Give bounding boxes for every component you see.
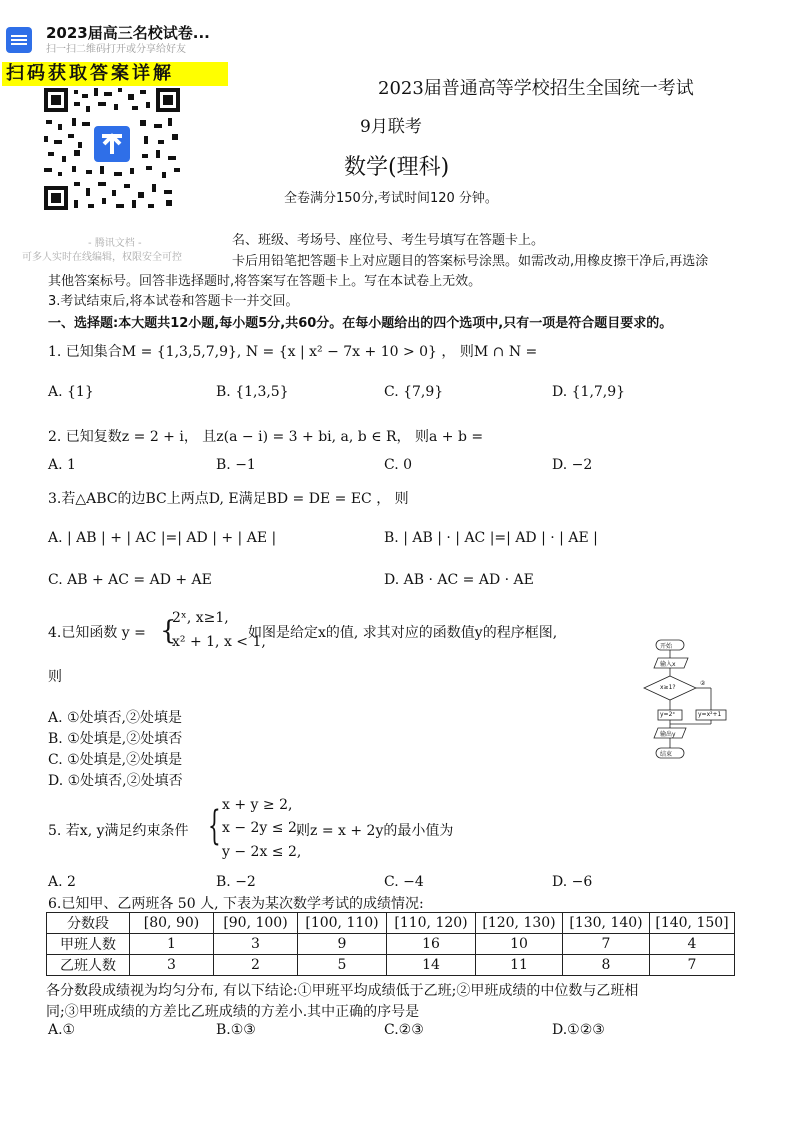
q4-option-d[interactable]: D. ①处填否,②处填否 (48, 773, 183, 789)
table-row (47, 955, 735, 976)
question-6-stem: 6.已知甲、乙两班各 50 人, 下表为某次数学考试的成绩情况: (48, 896, 424, 912)
flow-start: 开始 (660, 643, 673, 650)
instruction-line1: 名、班级、考场号、座位号、考生号填写在答题卡上。 (232, 233, 545, 248)
table-header-cell: [120, 130) (476, 913, 563, 934)
table-header-row (47, 913, 735, 934)
flow-no-box: y=x²+1 (698, 711, 722, 718)
question-2-stem: 2. 已知复数z = 2 + i， 且z(a − i) = 3 + bi, a, b ∈ R， 则a + b = (48, 429, 484, 445)
exam-meta: 全卷满分150分,考试时间120 分钟。 (284, 191, 498, 206)
question-4-stem-pre: 4.已知函数 y = (48, 625, 146, 641)
answer-stamp: 扫码获取答案详解 (2, 62, 228, 86)
flow-output: 输出y (660, 731, 676, 738)
table-cell: 11 (476, 955, 563, 976)
q2-option-c[interactable]: C. 0 (384, 457, 413, 473)
instruction-line3: 其他答案标号。回答非选择题时,将答案写在答题卡上。写在本试卷上无效。 (48, 274, 482, 289)
flow-input: 输入x (660, 661, 676, 668)
q2-option-a[interactable]: A. 1 (48, 457, 76, 473)
q1-option-d[interactable]: D. {1,7,9} (552, 384, 626, 400)
instruction-line4: 3.考试结束后,将本试卷和答题卡一并交回。 (48, 294, 299, 309)
q5-option-a[interactable]: A. 2 (48, 874, 76, 890)
q2-option-d[interactable]: D. −2 (552, 457, 593, 473)
q4-case2: x² + 1, x < 1, (172, 634, 266, 650)
table-cell: 7 (650, 955, 735, 976)
table-cell: 3 (130, 955, 214, 976)
table-header-cell: 分数段 (47, 913, 130, 934)
q1-option-a[interactable]: A. {1} (48, 384, 94, 400)
exam-subtitle: 9月联考 (360, 117, 422, 137)
q6-conclusion-line1: 各分数段成绩视为均匀分布, 有以下结论:①甲班平均成绩低于乙班;②甲班成绩的中位数与乙班相 (46, 983, 639, 999)
q5-constraint-2: x − 2y ≤ 2, (222, 820, 302, 836)
table-header-cell: [90, 100) (214, 913, 298, 934)
q1-option-c[interactable]: C. {7,9} (384, 384, 444, 400)
table-cell: 5 (298, 955, 387, 976)
q4-option-c[interactable]: C. ①处填是,②处填是 (48, 752, 183, 768)
q4-brace: { (160, 616, 177, 646)
table-cell: 4 (650, 934, 735, 955)
q5-option-b[interactable]: B. −2 (216, 874, 256, 890)
table-cell: 甲班人数 (47, 934, 130, 955)
question-1-stem: 1. 已知集合M = {1,3,5,7,9}, N = {x | x² − 7x + 10 > 0} ， 则M ∩ N = (48, 344, 538, 360)
table-header-cell: [140, 150] (650, 913, 735, 934)
q4-option-a[interactable]: A. ①处填否,②处填是 (48, 710, 183, 726)
q5-brace: { (208, 803, 221, 849)
q6-option-d[interactable]: D.①②③ (552, 1022, 605, 1038)
q6-option-a[interactable]: A.① (48, 1022, 76, 1038)
q5-constraint-1: x + y ≥ 2, (222, 797, 293, 813)
instruction-line2: 卡后用铅笔把答题卡上对应题目的答案标号涂黑。如需改动,用橡皮擦干净后,再选涂 (232, 254, 709, 269)
q3-option-d[interactable]: D. AB · AC = AD · AE (384, 572, 534, 588)
table-header-cell: [80, 90) (130, 913, 214, 934)
q5-option-c[interactable]: C. −4 (384, 874, 424, 890)
table-header-cell: [130, 140) (563, 913, 650, 934)
banner-title[interactable]: 2023届高三名校试卷... (46, 24, 210, 42)
table-cell: 8 (563, 955, 650, 976)
table-cell: 7 (563, 934, 650, 955)
table-cell: 9 (298, 934, 387, 955)
table-header-cell: [100, 110) (298, 913, 387, 934)
subject-title: 数学(理科) (344, 155, 450, 180)
question-5-stem-post: 则z = x + 2y的最小值为 (296, 823, 454, 839)
table-cell: 16 (387, 934, 476, 955)
banner-subtitle: 扫一扫二维码打开或分享给好友 (46, 44, 186, 55)
q3-option-b[interactable]: B. | AB | · | AC |=| AD | · | AE | (384, 530, 598, 546)
table-row (47, 934, 735, 955)
table-cell: 14 (387, 955, 476, 976)
q2-option-b[interactable]: B. −1 (216, 457, 256, 473)
question-5-stem-pre: 5. 若x, y满足约束条件 (48, 823, 189, 839)
question-4-stem-post: 如图是给定x的值, 求其对应的函数值y的程序框图, (248, 625, 558, 641)
flow-mark: ② (700, 680, 706, 687)
question-4-stem-end: 则 (48, 669, 62, 685)
q5-option-d[interactable]: D. −6 (552, 874, 593, 890)
document-app-icon (6, 27, 32, 53)
flow-end: 结束 (660, 751, 673, 758)
program-flowchart (640, 636, 732, 766)
table-cell: 3 (214, 934, 298, 955)
watermark-line1: - 腾讯文档 - (88, 238, 142, 249)
table-cell: 乙班人数 (47, 955, 130, 976)
q3-option-a[interactable]: A. | AB | + | AC |=| AD | + | AE | (48, 530, 277, 546)
section-heading: 一、选择题:本大题共12小题,每小题5分,共60分。在每小题给出的四个选项中,只有一项是符合题目要求的。 (48, 316, 673, 331)
table-cell: 10 (476, 934, 563, 955)
exam-title: 2023届普通高等学校招生全国统一考试 (378, 78, 694, 99)
q1-option-b[interactable]: B. {1,3,5} (216, 384, 289, 400)
question-3-stem: 3.若△ABC的边BC上两点D, E满足BD = DE = EC ， 则 (48, 491, 409, 507)
watermark-line2: 可多人实时在线编辑，权限安全可控 (22, 252, 182, 263)
table-cell: 2 (214, 955, 298, 976)
q3-option-c[interactable]: C. AB + AC = AD + AE (48, 572, 212, 588)
flow-condition: x≥1? (660, 684, 676, 691)
score-table (46, 912, 735, 976)
q6-option-c[interactable]: C.②③ (384, 1022, 424, 1038)
table-header-cell: [110, 120) (387, 913, 476, 934)
q4-case1: 2ˣ, x≥1, (172, 610, 229, 626)
q5-constraint-3: y − 2x ≤ 2, (222, 844, 302, 860)
flow-yes-box: y=2ˣ (660, 711, 676, 718)
q4-option-b[interactable]: B. ①处填是,②处填否 (48, 731, 183, 747)
q6-option-b[interactable]: B.①③ (216, 1022, 256, 1038)
table-cell: 1 (130, 934, 214, 955)
qr-code-image[interactable] (42, 86, 182, 212)
q6-conclusion-line2: 同;③甲班成绩的方差比乙班成绩的方差小.其中正确的序号是 (46, 1004, 420, 1020)
